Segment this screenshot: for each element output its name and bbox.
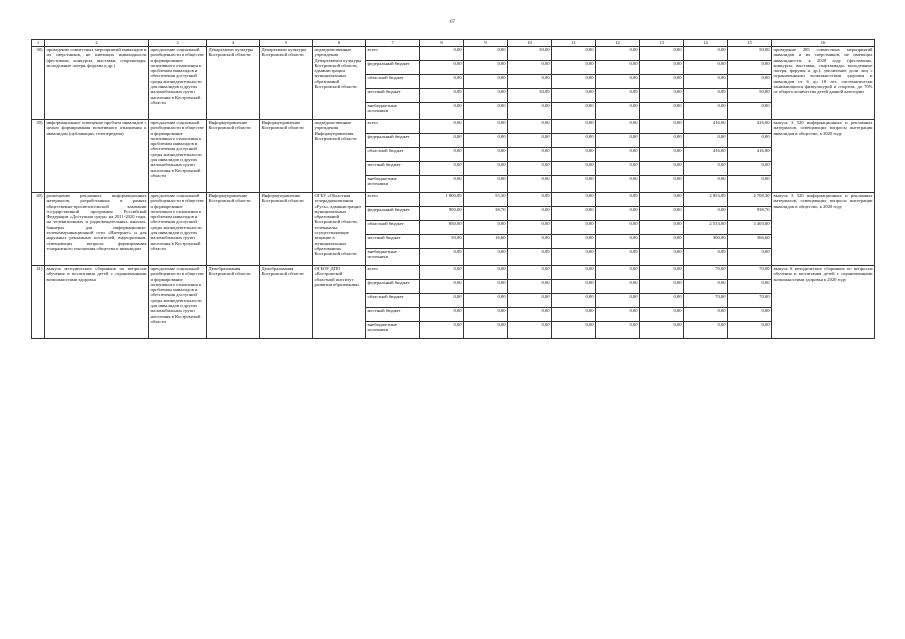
funding-amount: 0,00 <box>684 249 728 266</box>
fund-recipient: ОГБОУ ДПО «Костромской областной институт развития образования» <box>313 266 366 339</box>
funding-amount: 0,00 <box>596 134 640 148</box>
budget-administrator: Информуправление Костромской области <box>260 120 313 193</box>
funding-amount: 50,00 <box>508 89 552 103</box>
funding-amount: 70,00 <box>728 266 772 280</box>
funding-amount: 0,00 <box>552 308 596 322</box>
funding-amount: 0,00 <box>464 103 508 120</box>
funding-amount: 0,00 <box>420 162 464 176</box>
funding-amount: 0,00 <box>728 322 772 339</box>
budget-administrator: Депобразования Костромской области <box>260 266 313 339</box>
column-number: 13 <box>640 40 684 47</box>
funding-source: федеральный бюджет <box>366 61 420 75</box>
table-body <box>32 47 875 339</box>
funding-amount: 0,00 <box>464 280 508 294</box>
funding-amount: 0,00 <box>420 176 464 193</box>
funding-amount: 0,00 <box>640 89 684 103</box>
funding-source: внебюджетные источники <box>366 176 420 193</box>
funding-amount: 2 553,00 <box>684 221 728 235</box>
activity-name: выпуск методических сборников по вопросам обучения и воспитания детей с ограниченными возможностями здоровья <box>45 266 149 339</box>
funding-amount: 0,00 <box>464 322 508 339</box>
column-number: 14 <box>684 40 728 47</box>
funding-amount: 0,00 <box>684 308 728 322</box>
funding-amount: 300,00 <box>684 235 728 249</box>
funding-amount: 0,00 <box>684 176 728 193</box>
funding-amount: 0,00 <box>640 134 684 148</box>
funding-source: местный бюджет <box>366 162 420 176</box>
funding-source: местный бюджет <box>366 235 420 249</box>
funding-amount: 0,00 <box>596 207 640 221</box>
funding-amount: 0,00 <box>464 308 508 322</box>
funding-amount: 0,00 <box>640 193 684 207</box>
funding-amount: 0,00 <box>464 89 508 103</box>
funding-amount: 0,00 <box>508 61 552 75</box>
funding-amount: 0,00 <box>464 221 508 235</box>
funding-amount: 2 853,00 <box>684 193 728 207</box>
funding-amount: 0,00 <box>596 89 640 103</box>
funding-amount: 0,00 <box>552 47 596 61</box>
funding-amount: 0,00 <box>596 294 640 308</box>
funding-source: федеральный бюджет <box>366 207 420 221</box>
funding-amount: 0,00 <box>420 134 464 148</box>
funding-amount: 0,00 <box>640 322 684 339</box>
funding-amount: 0,00 <box>552 148 596 162</box>
funding-amount: 0,00 <box>508 134 552 148</box>
column-number: 4 <box>207 40 260 47</box>
funding-amount: 0,00 <box>640 249 684 266</box>
table-row <box>32 120 875 134</box>
funding-amount: 0,00 <box>640 266 684 280</box>
funding-source: местный бюджет <box>366 89 420 103</box>
funding-amount: 0,00 <box>420 89 464 103</box>
column-number: 2 <box>45 40 149 47</box>
column-number: 11 <box>552 40 596 47</box>
funding-amount: 0,00 <box>508 308 552 322</box>
funding-amount: 0,00 <box>508 221 552 235</box>
funding-amount: 0,00 <box>684 162 728 176</box>
funding-amount: 0,00 <box>552 322 596 339</box>
funding-amount: 0,00 <box>420 103 464 120</box>
funding-amount: 0,00 <box>596 176 640 193</box>
funding-amount: 0,00 <box>640 120 684 134</box>
funding-amount: 0,00 <box>684 134 728 148</box>
activity-task: преодоление социальной разобщенности в обществе и формирование позитивного отношения к проблемам инвалидов и обеспечения доступной среды жизнедеятельности для инвалидов и других маломобильных групп населения в Костромской области <box>149 120 207 193</box>
funding-amount: 0,00 <box>464 75 508 89</box>
column-number: 7 <box>366 40 420 47</box>
funding-amount: 50,00 <box>508 47 552 61</box>
executor: Информуправление Костромской области <box>207 120 260 193</box>
row-number: 39) <box>32 120 45 193</box>
funding-amount: 0,00 <box>508 294 552 308</box>
funding-amount: 0,00 <box>640 47 684 61</box>
funding-amount: 0,00 <box>464 148 508 162</box>
funding-amount: 0,00 <box>552 221 596 235</box>
funding-amount: 0,00 <box>420 266 464 280</box>
funding-amount: 0,00 <box>508 120 552 134</box>
activity-name: размещение рекламных информационных материалов, разработанных в рамках общественно-просветительской кампании государственной программы Российской Федерации «Доступная среда» на 2011-2020 годы, на телевизионных и радиовещательных каналах, баннерах для информационно-телекоммуникационной сети «Интернет» и для наружных рекламных носителей, видеороликов, освещающих вопросы формирования толерантного отношения общества к инвалидам <box>45 193 149 266</box>
funding-amount: 0,00 <box>552 134 596 148</box>
column-number: 15 <box>728 40 772 47</box>
funding-amount: 0,00 <box>420 294 464 308</box>
funding-amount: 0,00 <box>420 322 464 339</box>
column-number: 6 <box>313 40 366 47</box>
funding-amount: 0,00 <box>684 89 728 103</box>
funding-amount: 0,00 <box>684 207 728 221</box>
funding-amount: 0,00 <box>640 162 684 176</box>
funding-amount: 0,00 <box>552 61 596 75</box>
funding-amount: 0,00 <box>728 280 772 294</box>
funding-amount: 0,00 <box>508 235 552 249</box>
funding-amount: 16,60 <box>464 235 508 249</box>
funding-amount: 0,00 <box>596 193 640 207</box>
funding-source: областной бюджет <box>366 221 420 235</box>
funding-amount: 0,00 <box>552 294 596 308</box>
funding-amount: 0,00 <box>552 162 596 176</box>
budget-administrator: Департамент культуры Костромской области <box>260 47 313 120</box>
funding-amount: 0,00 <box>508 75 552 89</box>
funding-amount: 0,00 <box>596 120 640 134</box>
funding-amount: 0,00 <box>552 103 596 120</box>
funding-amount: 416,00 <box>728 148 772 162</box>
funding-amount: 0,00 <box>640 176 684 193</box>
funding-source: местный бюджет <box>366 308 420 322</box>
funding-amount: 0,00 <box>464 120 508 134</box>
funding-amount: 0,00 <box>684 75 728 89</box>
funding-amount: 4 708,30 <box>728 193 772 207</box>
funding-amount: 0,00 <box>508 103 552 120</box>
funding-amount: 0,00 <box>420 61 464 75</box>
funding-amount: 0,00 <box>552 120 596 134</box>
row-number: 40) <box>32 193 45 266</box>
funding-source: всего <box>366 266 420 280</box>
column-number: 5 <box>260 40 313 47</box>
funding-amount: 0,00 <box>684 103 728 120</box>
funding-amount: 0,00 <box>420 47 464 61</box>
funding-amount: 0,00 <box>508 322 552 339</box>
column-number: 10 <box>508 40 552 47</box>
funding-amount: 50,00 <box>728 47 772 61</box>
funding-source: областной бюджет <box>366 148 420 162</box>
funding-amount: 0,00 <box>596 75 640 89</box>
funding-source: внебюджетные источники <box>366 249 420 266</box>
column-number: 1 <box>32 40 45 47</box>
funding-amount: 70,00 <box>684 294 728 308</box>
funding-amount: 416,00 <box>728 120 772 134</box>
funding-amount: 0,00 <box>508 193 552 207</box>
funding-amount: 0,00 <box>552 193 596 207</box>
funding-amount: 0,00 <box>728 103 772 120</box>
funding-amount: 0,00 <box>552 280 596 294</box>
funding-amount: 0,00 <box>640 207 684 221</box>
program-activities-table <box>31 39 875 339</box>
column-number: 3 <box>149 40 207 47</box>
activity-name: проведение совместных мероприятий инвалидов и их сверстников, не имеющих инвалидности (фестивали, конкурсы, выставки, спартакиады, молодежные лагеря, форумы и др.) <box>45 47 149 120</box>
fund-recipient: ОГБУ «Областная телерадиокомпания «Русь», администрации муниципальных образований Костромской области, телеканалы, осуществляющие вещание в муниципальных образованиях Костромской области <box>313 193 366 266</box>
funding-amount: 0,00 <box>684 280 728 294</box>
funding-amount: 0,00 <box>508 176 552 193</box>
funding-amount: 0,00 <box>464 176 508 193</box>
funding-amount: 38,70 <box>464 207 508 221</box>
funding-amount: 416,00 <box>684 120 728 134</box>
funding-amount: 0,00 <box>728 308 772 322</box>
funding-amount: 938,70 <box>728 207 772 221</box>
funding-amount: 0,00 <box>596 235 640 249</box>
column-number: 8 <box>420 40 464 47</box>
funding-source: всего <box>366 193 420 207</box>
funding-amount: 0,00 <box>640 103 684 120</box>
funding-amount: 3 403,00 <box>728 221 772 235</box>
funding-amount: 0,00 <box>596 61 640 75</box>
funding-amount: 0,00 <box>552 235 596 249</box>
funding-amount: 55,30 <box>464 193 508 207</box>
funding-amount: 0,00 <box>464 61 508 75</box>
funding-amount: 0,00 <box>464 47 508 61</box>
funding-source: федеральный бюджет <box>366 134 420 148</box>
funding-amount: 0,00 <box>552 75 596 89</box>
funding-source: всего <box>366 47 420 61</box>
funding-source: внебюджетные источники <box>366 103 420 120</box>
funding-amount: 0,00 <box>508 148 552 162</box>
funding-amount: 0,00 <box>508 162 552 176</box>
funding-amount: 0,00 <box>596 322 640 339</box>
funding-amount: 0,00 <box>640 294 684 308</box>
expected-result: выпуск 3 520 информационных и рекламных материалов, освещающих вопросы интеграции инвалидов в общество, к 2020 году <box>772 120 875 193</box>
funding-amount: 0,00 <box>552 249 596 266</box>
funding-amount: 0,00 <box>552 266 596 280</box>
activity-task: преодоление социальной разобщенности в обществе и формирование позитивного отношения к проблемам инвалидов и обеспечения доступной среды жизнедеятельности для инвалидов и других маломобильных групп населения в Костромской области <box>149 266 207 339</box>
funding-amount: 0,00 <box>552 176 596 193</box>
funding-amount: 0,00 <box>420 120 464 134</box>
funding-amount: 0,00 <box>596 103 640 120</box>
funding-amount: 900,00 <box>420 207 464 221</box>
funding-amount: 0,00 <box>420 75 464 89</box>
table-row <box>32 47 875 61</box>
funding-source: областной бюджет <box>366 294 420 308</box>
funding-amount: 0,00 <box>464 134 508 148</box>
funding-amount: 0,00 <box>640 308 684 322</box>
executor: Депобразования Костромской области <box>207 266 260 339</box>
funding-amount: 50,00 <box>728 89 772 103</box>
activity-task: преодоление социальной разобщенности в обществе и формирование позитивного отношения к проблемам инвалидов и обеспечения доступной среды жизнедеятельности для инвалидов и других маломобильных групп населения в Костромской области <box>149 47 207 120</box>
funding-amount: 0,00 <box>508 207 552 221</box>
funding-amount: 850,00 <box>420 221 464 235</box>
expected-result: выпуск 6 методических сборников по вопросам обучения и воспитания детей с ограниченными возможностями здоровья к 2020 году <box>772 266 875 339</box>
funding-amount: 0,00 <box>684 47 728 61</box>
funding-amount: 0,00 <box>464 249 508 266</box>
funding-amount: 0,00 <box>728 61 772 75</box>
funding-amount: 0,00 <box>728 249 772 266</box>
funding-amount: 0,00 <box>728 75 772 89</box>
funding-amount: 0,00 <box>684 61 728 75</box>
funding-amount: 0,00 <box>640 75 684 89</box>
funding-amount: 0,00 <box>596 148 640 162</box>
column-number: 16 <box>772 40 875 47</box>
funding-amount: 0,00 <box>552 89 596 103</box>
funding-amount: 0,00 <box>596 266 640 280</box>
funding-amount: 416,00 <box>684 148 728 162</box>
executor: Информуправление Костромской области <box>207 193 260 266</box>
row-number: 38) <box>32 47 45 120</box>
column-number-row <box>32 40 875 47</box>
funding-source: федеральный бюджет <box>366 280 420 294</box>
funding-amount: 0,00 <box>464 266 508 280</box>
funding-amount: 0,00 <box>596 221 640 235</box>
activity-task: преодоление социальной разобщенности в обществе и формирование позитивного отношения к проблемам инвалидов и обеспечения доступной среды жизнедеятельности для инвалидов и других маломобильных групп населения в Костромской области <box>149 193 207 266</box>
funding-amount: 0,00 <box>640 61 684 75</box>
funding-amount: 0,00 <box>420 148 464 162</box>
funding-source: внебюджетные источники <box>366 322 420 339</box>
funding-amount: 0,00 <box>640 235 684 249</box>
funding-amount: 0,00 <box>508 280 552 294</box>
funding-amount: 366,60 <box>728 235 772 249</box>
column-number: 9 <box>464 40 508 47</box>
column-number: 12 <box>596 40 640 47</box>
funding-amount: 0,00 <box>552 207 596 221</box>
page-number: 67 <box>450 20 455 25</box>
expected-result: проведение 285 совместных мероприятий инвалидов и их сверстников, не имеющих инвалидности, к 2020 году (фестивалях, конкурсы, выставки, спартакиады, молодежные лагеря, форумы и др.); увеличение доли лиц с ограниченными возможностями здоровья и инвалидов от 6 до 18 лет, систематически занимающихся физкультурой и спортом, до 70% от общего количества детей данной категории <box>772 47 875 120</box>
funding-amount: 0,00 <box>640 221 684 235</box>
table-row <box>32 266 875 280</box>
funding-amount: 0,00 <box>728 134 772 148</box>
funding-amount: 0,00 <box>596 47 640 61</box>
funding-amount: 0,00 <box>420 249 464 266</box>
funding-amount: 70,00 <box>684 266 728 280</box>
budget-administrator: Информуправление Костромской области <box>260 193 313 266</box>
funding-amount: 0,00 <box>640 148 684 162</box>
funding-amount: 0,00 <box>464 162 508 176</box>
funding-amount: 0,00 <box>420 308 464 322</box>
funding-amount: 0,00 <box>728 176 772 193</box>
funding-amount: 1 800,00 <box>420 193 464 207</box>
funding-amount: 0,00 <box>464 294 508 308</box>
funding-amount: 70,00 <box>728 294 772 308</box>
funding-amount: 0,00 <box>728 162 772 176</box>
funding-amount: 0,00 <box>640 280 684 294</box>
funding-amount: 0,00 <box>508 249 552 266</box>
funding-amount: 0,00 <box>684 322 728 339</box>
expected-result: выпуск 3 520 информационных и рекламных материалов, освещающих вопросы интеграции инвалидов в общество, к 2020 году <box>772 193 875 266</box>
activity-name: информационное освещение проблем инвалидов с целью формирования позитивного отношения к инвалидам (публикации, телепередачи) <box>45 120 149 193</box>
funding-amount: 50,00 <box>420 235 464 249</box>
funding-amount: 0,00 <box>508 266 552 280</box>
funding-amount: 0,00 <box>596 249 640 266</box>
funding-amount: 0,00 <box>420 280 464 294</box>
executor: Департамент культуры Костромской области <box>207 47 260 120</box>
fund-recipient: подведомственные учреждения Департамента культуры Костромской области, администрации муниципальных образований Костромской области <box>313 47 366 120</box>
table-row <box>32 193 875 207</box>
fund-recipient: подведомственные учреждения Информуправления Костромской области <box>313 120 366 193</box>
funding-source: всего <box>366 120 420 134</box>
funding-amount: 0,00 <box>596 280 640 294</box>
funding-amount: 0,00 <box>596 162 640 176</box>
funding-amount: 0,00 <box>596 308 640 322</box>
row-number: 41) <box>32 266 45 339</box>
funding-source: областной бюджет <box>366 75 420 89</box>
